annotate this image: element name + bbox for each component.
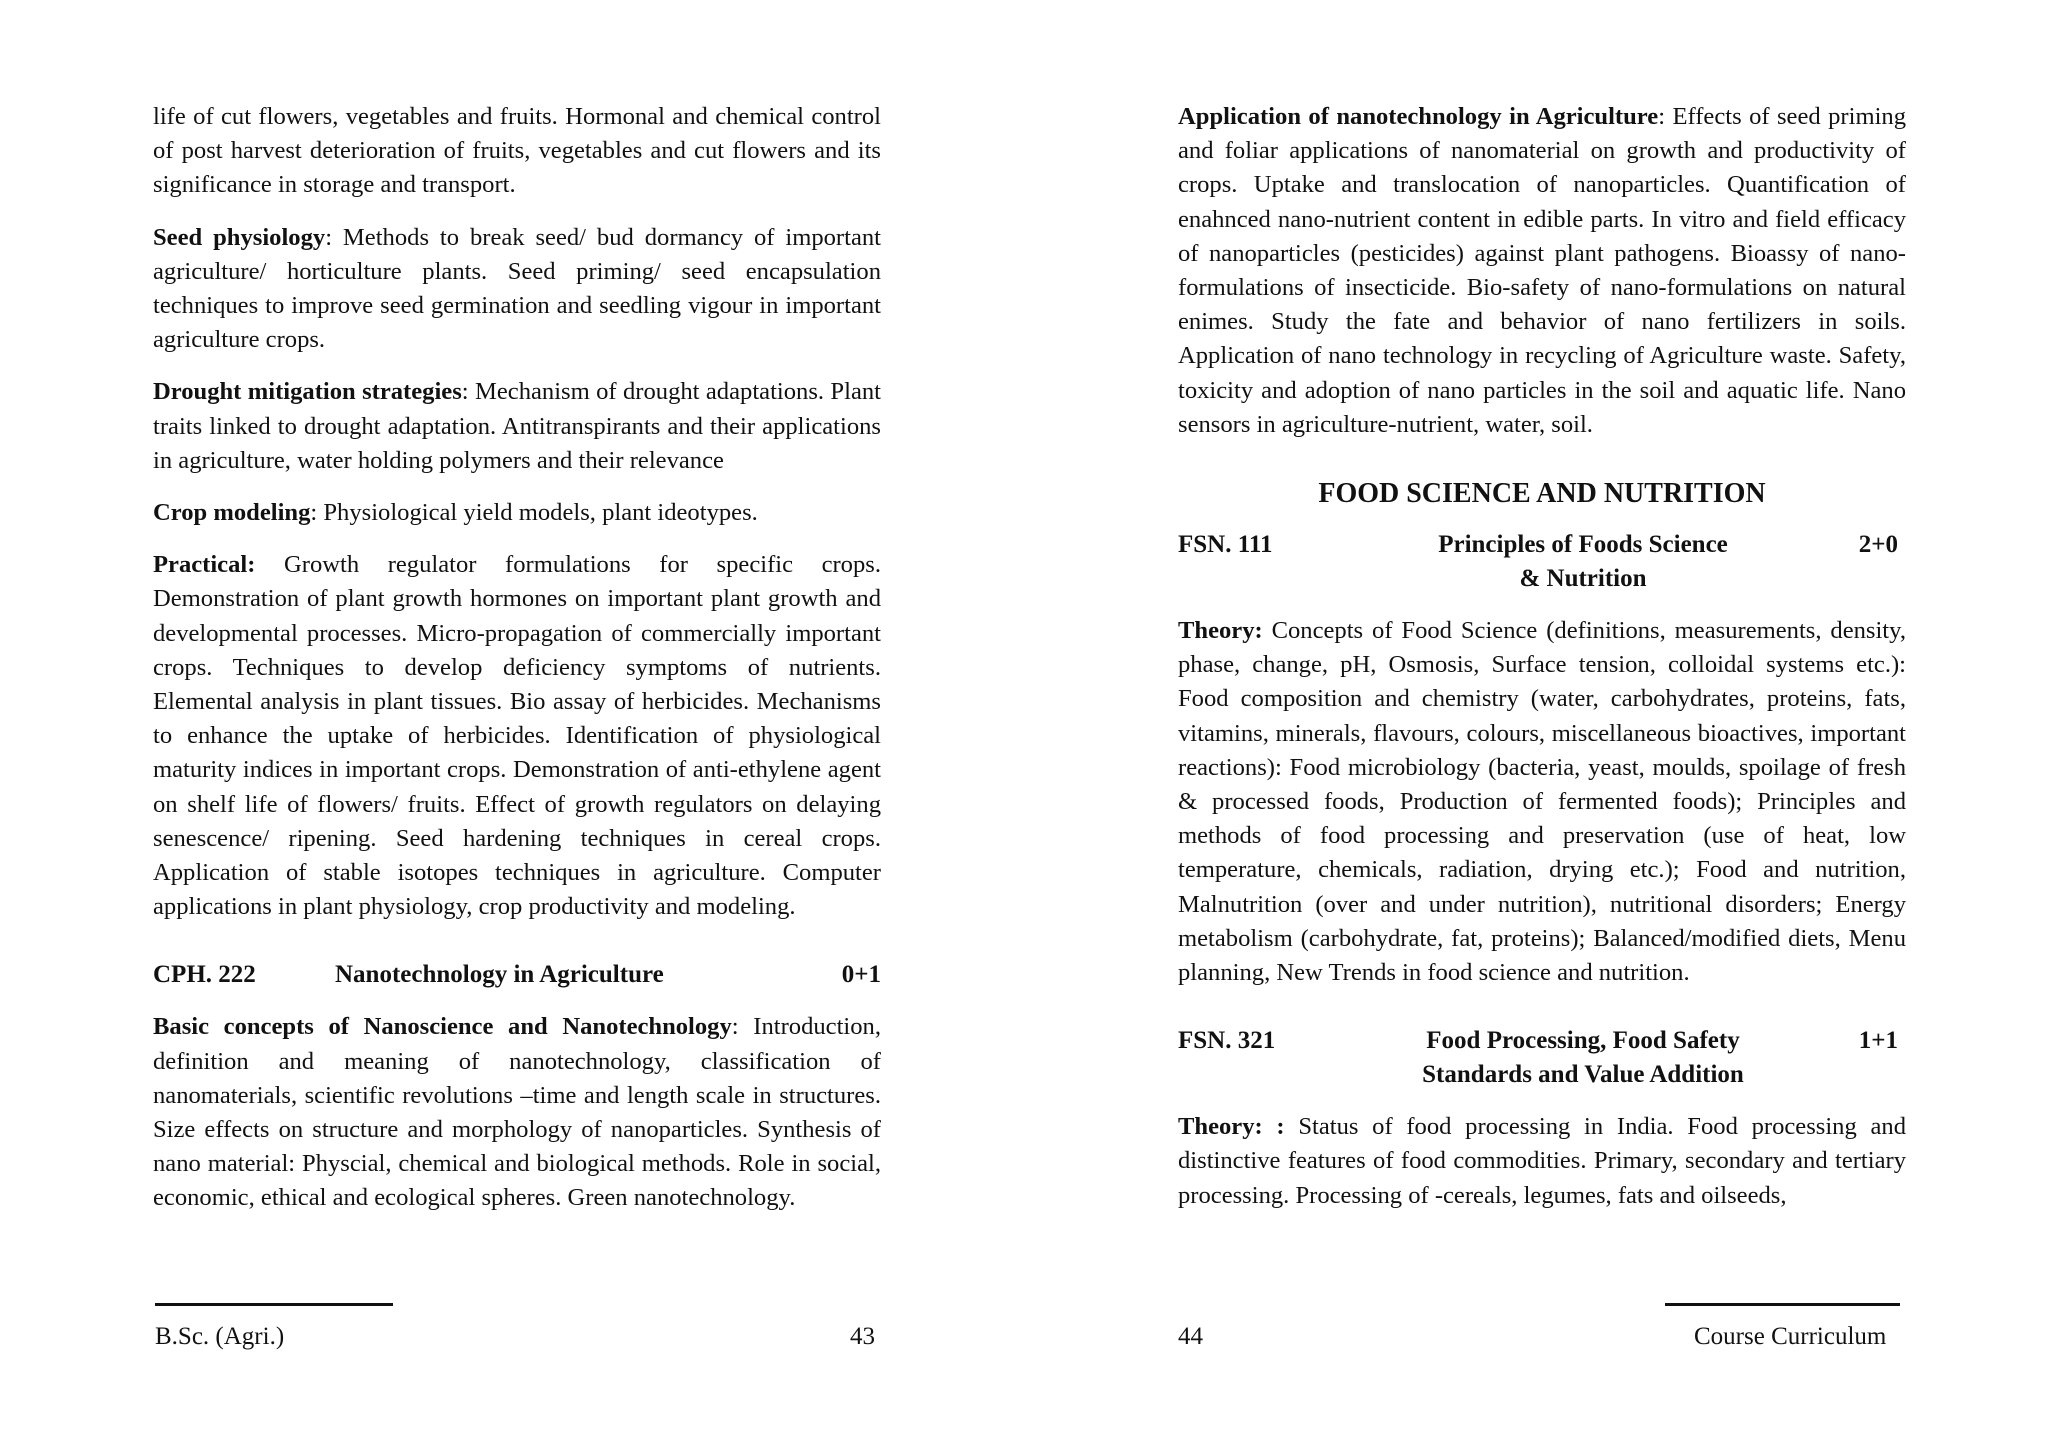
left-footer-rule [155,1303,393,1306]
course2-title [1358,1024,1808,1092]
seed-physiology-heading: Seed physiology [153,223,326,251]
practical-text: Growth regulator formulations for specific crops. Demonstration of plant growth hormones on important plant growth and developmental processes. Micro-propagation of commercially important crops. Techniques to develop deficiency symptoms of nutrients. Elemental analysis in plant tissues. Bio assay of herbicides. Mechanisms to enhance the uptake of herbicides. Identification of physiological maturity indices in important crops. Demonstration of anti-ethylene agent on shelf life of flowers/ fruits. Effect of growth regulators on delaying senescence/ ripening. Seed hardening techniques in cereal crops. Application of stable isotopes techniques in agriculture. Computer applications in plant physiology, crop productivity and modeling. [153,551,881,921]
drought-text: : Mechanism of drought adaptations. Plant traits linked to drought adaptation. Antitranspirants and their applications in agriculture, water holding polymers and their relevance [153,378,881,474]
seed-physiology-paragraph [153,221,881,358]
right-page [1178,100,1906,1231]
course2-title-line2: Standards and Value Addition [1422,1061,1744,1089]
theory1-paragraph [1178,614,1906,990]
crop-modeling-heading: Crop modeling [153,499,311,527]
left-page [153,100,881,1234]
theory1-heading: Theory: [1178,617,1263,645]
course-header-fsn321 [1178,1024,1906,1092]
course2-credits: 1+1 [1858,1027,1898,1055]
course1-code: FSN. 111 [1178,531,1273,559]
left-footer-book: B.Sc. (Agri.) [155,1323,285,1350]
basic-concepts-paragraph [153,1010,881,1215]
course1-title-line2: & Nutrition [1519,565,1647,593]
seed-physiology-text: : Methods to break seed/ bud dormancy of important agriculture/ horticulture plants. Seed priming/ seed encapsulation techniques to improve seed germination and seedling vigour in important agriculture crops. [153,223,882,354]
theory2-paragraph [1178,1110,1906,1213]
course2-title-line1: Food Processing, Food Safety [1426,1027,1740,1055]
application-text: : Effects of seed priming and foliar applications of nanomaterial on growth and productivity of crops. Uptake and translocation of nanoparticles. Quantification of enahnced nano-nutrient content in edible parts. In vitro and field efficacy of nanoparticles (pesticides) against plant pathogens. Bioassy of nano-formulations of insecticide. Bio-safety of nano-formulations on natural enimes. Study the fate and behavior of nano fertilizers in soils. Application of nano technology in recycling of Agriculture waste. Safety, toxicity and adoption of nano particles in the soil and aquatic life. Nano sensors in agriculture-nutrient, water, soil. [1178,103,1906,438]
intro-paragraph [153,100,881,203]
theory2-heading: Theory: : [1178,1113,1285,1141]
drought-heading: Drought mitigation strategies [153,378,462,406]
right-page-number: 44 [1178,1323,1203,1350]
course1-title [1358,528,1808,596]
course-credits: 0+1 [841,961,881,989]
basic-concepts-heading: Basic concepts of Nanoscience and Nanotechnology [153,1013,732,1041]
section-title: FOOD SCIENCE AND NUTRITION [1318,478,1766,510]
basic-concepts-text: : Introduction, definition and meaning of nanotechnology, classification of nanomaterials, scientific revolutions –time and length scale in structures. Size effects on structure and morphology of nanoparticles. Synthesis of nano material: Physcial, chemical and biological methods. Role in social, economic, ethical and ecological spheres. Green nanotechnology. [153,1013,881,1212]
application-paragraph [1178,100,1906,442]
course-header-cph222 [153,958,881,992]
theory1-text: Concepts of Food Science (definitions, measurements, density, phase, change, pH, Osmosis, Surface tension, colloidal systems etc.): Food composition and chemistry (water, carbohydrates, proteins, fats, vitamins, minerals, flavours, colours, miscellaneous bioactives, important reactions): Food microbiology (bacteria, yeast, moulds, spoilage of fresh & processed foods, Production of fermented foods); Principles and methods of food processing and preservation (use of heat, low temperature, chemicals, radiation, drying etc.); Food and nutrition, Malnutrition (over and under nutrition), nutritional disorders; Energy metabolism (carbohydrate, fat, proteins); Balanced/modified diets, Menu planning, New Trends in food science and nutrition. [1178,617,1906,987]
crop-modeling-text: : Physiological yield models, plant ideotypes. [310,499,758,527]
crop-modeling-paragraph [153,496,881,530]
intro-text: life of cut flowers, vegetables and fruits. Hormonal and chemical control of post harvest deterioration of fruits, vegetables and cut flowers and its significance in storage and transport. [153,103,881,199]
drought-paragraph [153,375,881,478]
theory2-text: Status of food processing in India. Food processing and distinctive features of food commodities. Primary, secondary and tertiary processing. Processing of -cereals, legumes, fats and oilseeds, [1178,1113,1906,1209]
course1-title-line1: Principles of Foods Science [1438,531,1728,559]
practical-heading: Practical: [153,551,256,579]
right-footer-book: Course Curriculum [1694,1323,1887,1350]
course2-code: FSN. 321 [1178,1027,1276,1055]
application-heading: Application of nanotechnology in Agriculture [1178,103,1659,130]
practical-paragraph [153,548,881,924]
right-footer-rule [1665,1303,1900,1306]
course1-credits: 2+0 [1858,531,1898,559]
course-header-fsn111 [1178,528,1906,596]
course-title: Nanotechnology in Agriculture [335,961,664,989]
left-page-number: 43 [850,1323,875,1350]
course-code: CPH. 222 [153,961,256,989]
